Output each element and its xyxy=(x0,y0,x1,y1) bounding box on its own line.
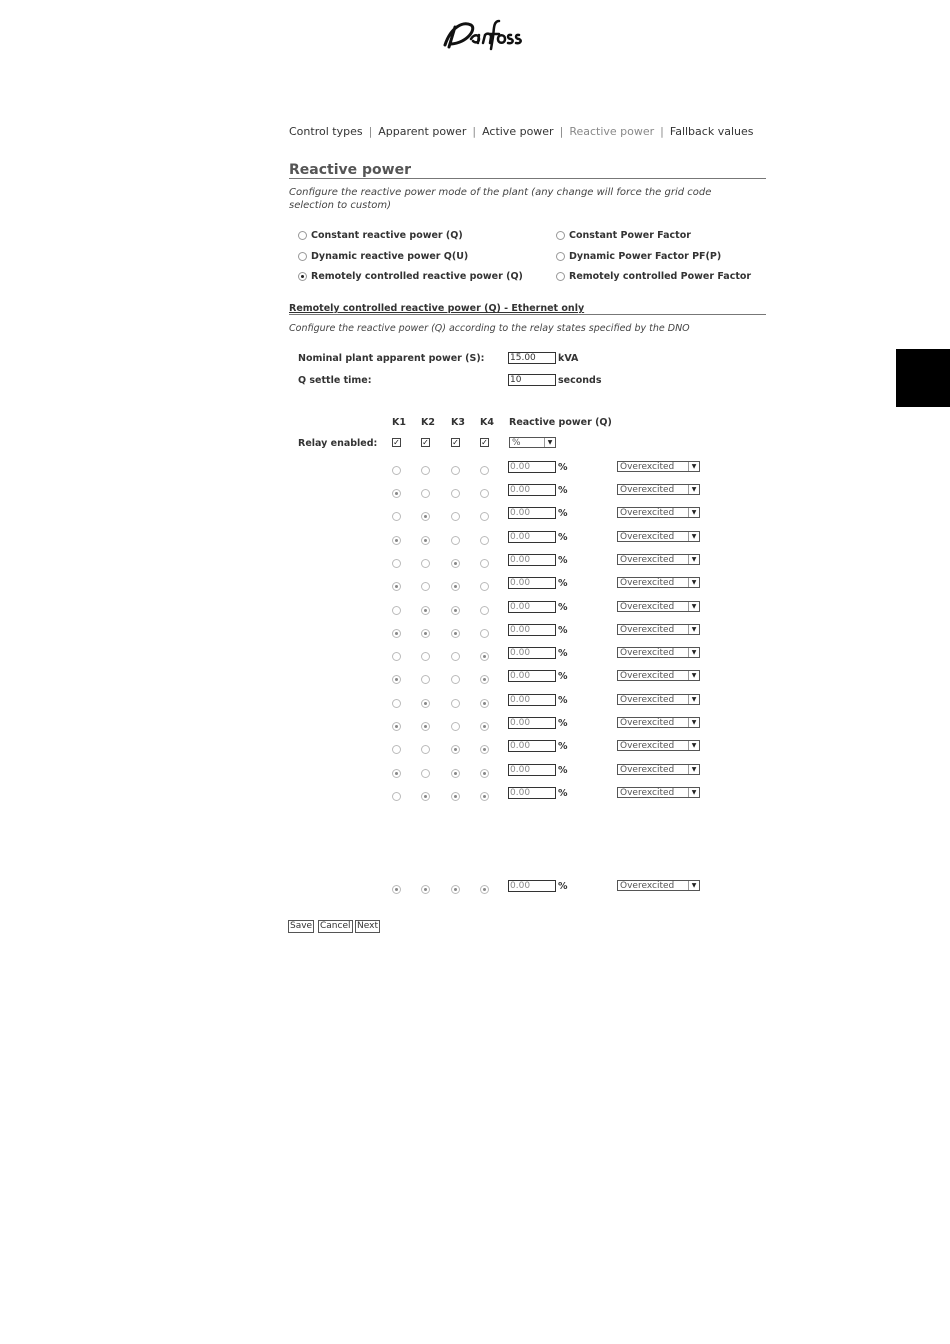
nav-fallback-values[interactable]: Fallback values xyxy=(669,125,754,138)
chevron-down-icon: ▼ xyxy=(544,438,555,447)
relay-state-radio[interactable] xyxy=(451,606,460,615)
relay-state-radio[interactable] xyxy=(421,536,430,545)
reactive-power-input[interactable]: 0.00 xyxy=(508,764,556,776)
relay-state-radio[interactable] xyxy=(451,652,460,661)
excitation-select[interactable]: Overexcited ▼ xyxy=(617,577,700,588)
reactive-power-input[interactable]: 0.00 xyxy=(508,461,556,473)
reactive-power-input[interactable]: 0.00 xyxy=(508,601,556,613)
relay-state-radio[interactable] xyxy=(392,559,401,568)
relay-k3-checkbox[interactable]: ✓ xyxy=(452,438,459,447)
relay-enabled-label: Relay enabled: xyxy=(298,438,378,449)
col-k4: K4 xyxy=(480,417,494,428)
relay-state-radio[interactable] xyxy=(392,885,401,894)
relay-state-radio[interactable] xyxy=(451,699,460,708)
relay-state-radio[interactable] xyxy=(480,512,489,521)
relay-state-radio[interactable] xyxy=(480,652,489,661)
nav-apparent-power[interactable]: Apparent power xyxy=(378,125,467,138)
nav-separator: | xyxy=(368,125,373,138)
reactive-power-input[interactable]: 0.00 xyxy=(508,694,556,706)
percent-unit: % xyxy=(558,718,568,729)
relay-state-radio[interactable] xyxy=(480,745,489,754)
reactive-power-input[interactable]: 0.00 xyxy=(508,787,556,799)
reactive-power-input[interactable]: 0.00 xyxy=(508,507,556,519)
radio-icon[interactable] xyxy=(298,252,307,261)
relay-state-radio[interactable] xyxy=(392,489,401,498)
excitation-select[interactable]: Overexcited ▼ xyxy=(617,694,700,705)
excitation-select[interactable]: Overexcited ▼ xyxy=(617,601,700,612)
reactive-power-input[interactable]: 0.00 xyxy=(508,624,556,636)
reactive-power-input[interactable]: 0.00 xyxy=(508,554,556,566)
relay-state-radio[interactable] xyxy=(480,769,489,778)
excitation-select[interactable]: Overexcited ▼ xyxy=(617,880,700,891)
reactive-power-input[interactable]: 0.00 xyxy=(508,531,556,543)
radio-icon[interactable] xyxy=(556,272,565,281)
chevron-down-icon: ▼ xyxy=(688,485,699,494)
percent-unit: % xyxy=(558,695,568,706)
nominal-power-unit: kVA xyxy=(558,353,579,364)
col-k2: K2 xyxy=(421,417,435,428)
chevron-down-icon: ▼ xyxy=(688,741,699,750)
page-description: Configure the reactive power mode of the plant (any change will force the grid code selection to custom) xyxy=(289,187,712,211)
col-reactive-power: Reactive power (Q) xyxy=(509,417,612,428)
settle-time-label: Q settle time: xyxy=(298,375,372,386)
excitation-select[interactable]: Overexcited ▼ xyxy=(617,484,700,495)
percent-unit: % xyxy=(558,881,568,892)
relay-state-radio[interactable] xyxy=(392,699,401,708)
percent-unit: % xyxy=(558,578,568,589)
chevron-down-icon: ▼ xyxy=(688,648,699,657)
excitation-select[interactable]: Overexcited ▼ xyxy=(617,461,700,472)
percent-unit: % xyxy=(558,555,568,566)
relay-state-radio[interactable] xyxy=(451,722,460,731)
percent-unit: % xyxy=(558,625,568,636)
relay-state-radio[interactable] xyxy=(392,675,401,684)
relay-state-radio[interactable] xyxy=(480,582,489,591)
relay-k1-checkbox[interactable]: ✓ xyxy=(393,438,400,447)
relay-state-radio[interactable] xyxy=(392,792,401,801)
relay-state-radio[interactable] xyxy=(480,792,489,801)
col-k1: K1 xyxy=(392,417,406,428)
relay-state-radio[interactable] xyxy=(421,489,430,498)
relay-state-radio[interactable] xyxy=(392,536,401,545)
relay-state-radio[interactable] xyxy=(421,675,430,684)
chevron-down-icon: ▼ xyxy=(688,718,699,727)
nominal-power-input[interactable]: 15.00 xyxy=(508,352,556,364)
chevron-down-icon: ▼ xyxy=(688,671,699,680)
relay-state-radio[interactable] xyxy=(421,512,430,521)
relay-state-radio[interactable] xyxy=(480,536,489,545)
relay-state-radio[interactable] xyxy=(480,489,489,498)
percent-unit: % xyxy=(558,671,568,682)
mode-remote-pf[interactable]: Remotely controlled Power Factor xyxy=(556,271,751,282)
title-divider xyxy=(289,178,766,179)
relay-state-radio[interactable] xyxy=(392,606,401,615)
section-title: Remotely controlled reactive power (Q) - Ethernet only xyxy=(289,303,585,314)
page-title: Reactive power xyxy=(289,162,411,178)
relay-state-radio[interactable] xyxy=(480,885,489,894)
nav-separator: | xyxy=(660,125,664,138)
relay-state-radio[interactable] xyxy=(392,722,401,731)
relay-state-radio[interactable] xyxy=(421,652,430,661)
relay-state-radio[interactable] xyxy=(421,792,430,801)
excitation-select[interactable]: Overexcited ▼ xyxy=(617,717,700,728)
relay-state-radio[interactable] xyxy=(421,582,430,591)
reactive-power-input[interactable]: 0.00 xyxy=(508,647,556,659)
relay-state-radio[interactable] xyxy=(421,559,430,568)
excitation-select[interactable]: Overexcited ▼ xyxy=(617,647,700,658)
nav-separator: | xyxy=(559,125,564,138)
relay-state-radio[interactable] xyxy=(392,512,401,521)
relay-state-radio[interactable] xyxy=(421,769,430,778)
nav-separator: | xyxy=(472,125,477,138)
unit-select[interactable]: % ▼ xyxy=(509,437,556,448)
save-button[interactable]: Save xyxy=(290,921,313,931)
percent-unit: % xyxy=(558,462,568,473)
settle-time-input[interactable]: 10 xyxy=(508,374,556,386)
excitation-select[interactable]: Overexcited ▼ xyxy=(617,531,700,542)
relay-state-radio[interactable] xyxy=(421,629,430,638)
relay-state-radio[interactable] xyxy=(392,745,401,754)
chevron-down-icon: ▼ xyxy=(688,788,699,797)
percent-unit: % xyxy=(558,788,568,799)
mode-dynamic-pf[interactable]: Dynamic Power Factor PF(P) xyxy=(556,251,721,262)
percent-unit: % xyxy=(558,532,568,543)
reactive-power-input[interactable]: 0.00 xyxy=(508,740,556,752)
nominal-power-label: Nominal plant apparent power (S): xyxy=(298,353,485,364)
excitation-select[interactable]: Overexcited ▼ xyxy=(617,787,700,798)
excitation-select[interactable]: Overexcited ▼ xyxy=(617,670,700,681)
relay-state-radio[interactable] xyxy=(421,745,430,754)
chevron-down-icon: ▼ xyxy=(688,555,699,564)
next-button[interactable]: Next xyxy=(357,921,378,931)
chevron-down-icon: ▼ xyxy=(688,881,699,890)
relay-state-radio[interactable] xyxy=(451,629,460,638)
relay-state-radio[interactable] xyxy=(480,466,489,475)
top-nav xyxy=(289,125,753,138)
chevron-down-icon: ▼ xyxy=(688,602,699,611)
chevron-down-icon: ▼ xyxy=(688,578,699,587)
relay-state-radio[interactable] xyxy=(421,699,430,708)
settle-time-unit: seconds xyxy=(558,375,602,386)
side-section-tab xyxy=(896,349,950,407)
percent-unit: % xyxy=(558,602,568,613)
col-k3: K3 xyxy=(451,417,465,428)
relay-state-radio[interactable] xyxy=(421,606,430,615)
danfoss-logo xyxy=(441,17,529,51)
radio-icon[interactable] xyxy=(298,272,307,281)
section-description: Configure the reactive power (Q) according to the relay states specified by the DNO xyxy=(289,323,690,334)
relay-state-radio[interactable] xyxy=(451,582,460,591)
relay-state-radio[interactable] xyxy=(451,792,460,801)
percent-unit: % xyxy=(558,765,568,776)
excitation-select[interactable]: Overexcited ▼ xyxy=(617,624,700,635)
reactive-power-input[interactable]: 0.00 xyxy=(508,484,556,496)
nav-active-power[interactable]: Active power xyxy=(482,125,554,138)
relay-state-radio[interactable] xyxy=(451,536,460,545)
mode-remote-q[interactable]: Remotely controlled reactive power (Q) xyxy=(298,271,523,282)
reactive-power-input[interactable]: 0.00 xyxy=(508,880,556,892)
relay-state-radio[interactable] xyxy=(451,466,460,475)
radio-icon[interactable] xyxy=(298,231,307,240)
excitation-select[interactable]: Overexcited ▼ xyxy=(617,740,700,751)
reactive-power-input[interactable]: 0.00 xyxy=(508,577,556,589)
percent-unit: % xyxy=(558,508,568,519)
relay-state-radio[interactable] xyxy=(451,559,460,568)
relay-state-radio[interactable] xyxy=(392,769,401,778)
percent-unit: % xyxy=(558,741,568,752)
section-divider xyxy=(289,314,766,315)
relay-state-radio[interactable] xyxy=(480,629,489,638)
relay-state-radio[interactable] xyxy=(421,722,430,731)
cancel-button[interactable]: Cancel xyxy=(320,921,351,931)
relay-state-radio[interactable] xyxy=(480,559,489,568)
chevron-down-icon: ▼ xyxy=(688,695,699,704)
relay-state-radio[interactable] xyxy=(451,489,460,498)
chevron-down-icon: ▼ xyxy=(688,462,699,471)
chevron-down-icon: ▼ xyxy=(688,625,699,634)
relay-state-radio[interactable] xyxy=(480,722,489,731)
radio-icon[interactable] xyxy=(556,231,565,240)
relay-state-radio[interactable] xyxy=(392,466,401,475)
radio-icon[interactable] xyxy=(556,252,565,261)
relay-k4-checkbox[interactable]: ✓ xyxy=(481,438,488,447)
nav-reactive-power[interactable]: Reactive power xyxy=(569,125,655,138)
relay-state-radio[interactable] xyxy=(451,675,460,684)
relay-state-radio[interactable] xyxy=(451,769,460,778)
relay-state-radio[interactable] xyxy=(451,885,460,894)
mode-constant-pf[interactable]: Constant Power Factor xyxy=(556,230,691,241)
reactive-power-input[interactable]: 0.00 xyxy=(508,670,556,682)
relay-state-radio[interactable] xyxy=(480,699,489,708)
chevron-down-icon: ▼ xyxy=(688,532,699,541)
percent-unit: % xyxy=(558,485,568,496)
excitation-select[interactable]: Overexcited ▼ xyxy=(617,764,700,775)
relay-k2-checkbox[interactable]: ✓ xyxy=(422,438,429,447)
relay-state-radio[interactable] xyxy=(451,745,460,754)
relay-state-radio[interactable] xyxy=(421,466,430,475)
relay-state-radio[interactable] xyxy=(480,606,489,615)
relay-state-radio[interactable] xyxy=(392,582,401,591)
nav-control-types[interactable]: Control types xyxy=(289,125,363,138)
reactive-power-input[interactable]: 0.00 xyxy=(508,717,556,729)
excitation-select[interactable]: Overexcited ▼ xyxy=(617,507,700,518)
excitation-select[interactable]: Overexcited ▼ xyxy=(617,554,700,565)
chevron-down-icon: ▼ xyxy=(688,508,699,517)
relay-state-radio[interactable] xyxy=(480,675,489,684)
relay-state-radio[interactable] xyxy=(421,885,430,894)
chevron-down-icon: ▼ xyxy=(688,765,699,774)
mode-constant-q[interactable]: Constant reactive power (Q) xyxy=(298,230,463,241)
relay-state-radio[interactable] xyxy=(392,652,401,661)
relay-state-radio[interactable] xyxy=(451,512,460,521)
percent-unit: % xyxy=(558,648,568,659)
mode-dynamic-qu[interactable]: Dynamic reactive power Q(U) xyxy=(298,251,468,262)
relay-state-radio[interactable] xyxy=(392,629,401,638)
